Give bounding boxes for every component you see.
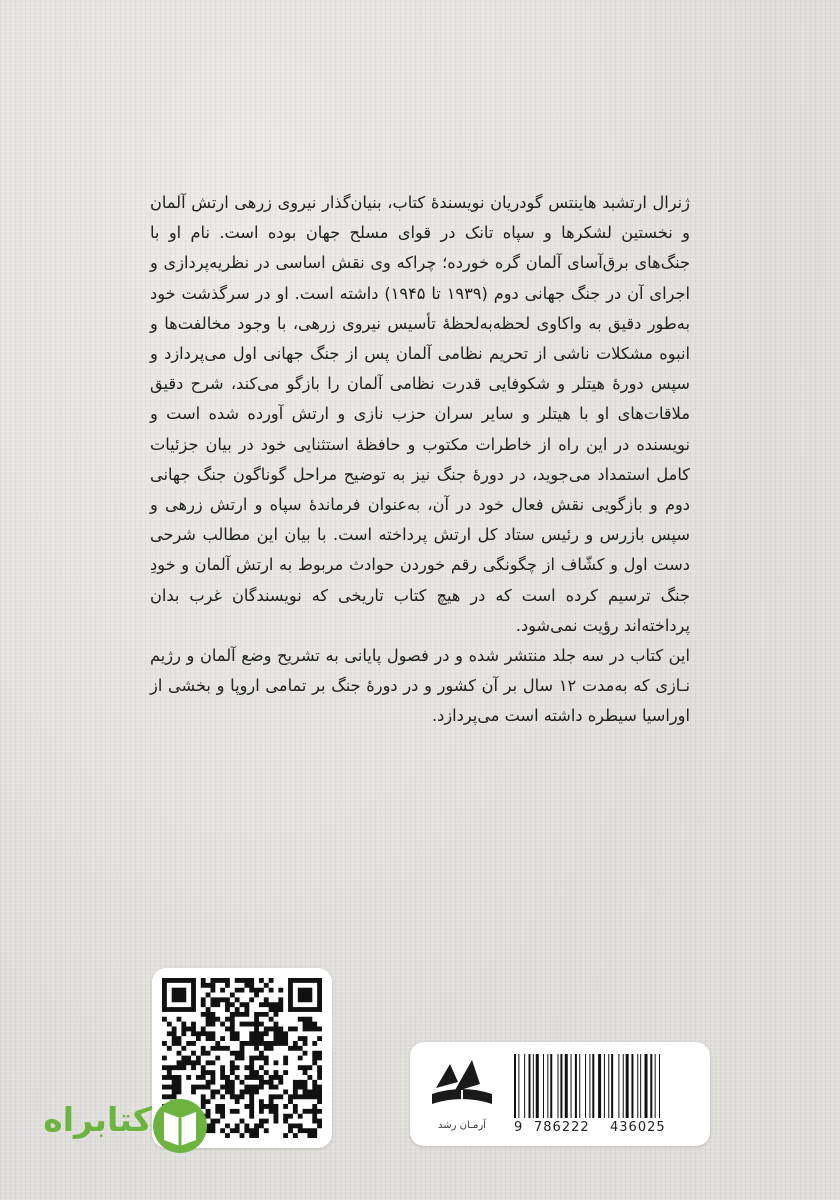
blurb-paragraph-1: ژنرال ارتشبد هاینتس گودریان نویسندهٔ کتاب، بنیان‌گذار نیروی زرهی ارتش آلمان و نخستین لشکرها و سپاه تانک در قوای مسلح جهان بوده است. نام او با جنگ‌های برق‌آسای آلمان گره خورده؛ چراکه وی نقش اساسی در نظریه‌پردازی و اجرای آن در جنگ جهانی دوم (۱۹۳۹ تا ۱۹۴۵) داشته است. او در سرگذشت خود به‌طور دقیق به واکاوی لحظه‌به‌لحظهٔ تأسیس نیروی زرهی، با وجود مخالفت‌ها و انبوه مشکلات ناشی از تحریم نظامی آلمان پس از جنگ جهانی اول می‌پردازد و سپس دورهٔ هیتلر و شکوفایی قدرت نظامی آلمان را بازگو می‌کند، شرح دقیق ملاقات‌های او با هیتلر و سایر سران حزب نازی و ارتش آورده شده است و نویسنده در این راه از خاطرات مکتوب و حافظهٔ استثنایی خود در بیان جزئیات کامل استمداد می‌جوید، در دورهٔ جنگ نیز به توضیح مراحل گوناگون جنگ جهانی دوم و بازگویی نقش فعال خود در آن، به‌عنوان فرماندهٔ سپاه و ارتش زرهی و سپس بازرس و رئیس ستاد کل ارتش پرداخته است. با بیان این مطالب شرحی دست اول و کشّاف از چگونگی رقم خوردن حوادث مربوط به ارتش آلمان و خودِ جنگ ترسیم کرده است که در هیچ کتاب تاریخی که نویسندگان غرب بدان پرداخته‌اند رؤیت نمی‌شود. [150, 193, 690, 635]
publisher-name: آرمـان رشد [438, 1120, 486, 1131]
blurb-paragraph-2: این کتاب در سه جلد منتشر شده و در فصول پایانی به تشریح وضع آلمان و رژیم نـازی که به‌مدت ۱۲ سال بر آن کشور و در دورهٔ جنگ بر تمامی اروپا و بخشی از اوراسیا سیطره داشته است می‌پردازد. [150, 646, 690, 726]
isbn-barcode-icon [514, 1054, 700, 1118]
store-book-icon [150, 1092, 210, 1156]
isbn-prefix: 9 [514, 1120, 523, 1135]
publisher-logo-icon [428, 1054, 496, 1112]
isbn-group-2: 436025 [610, 1120, 666, 1135]
barcode-card [410, 1042, 710, 1146]
store-logo-text: کتابراه [43, 1100, 152, 1139]
isbn-group-1: 786222 [534, 1120, 590, 1135]
back-cover-blurb [150, 188, 690, 732]
